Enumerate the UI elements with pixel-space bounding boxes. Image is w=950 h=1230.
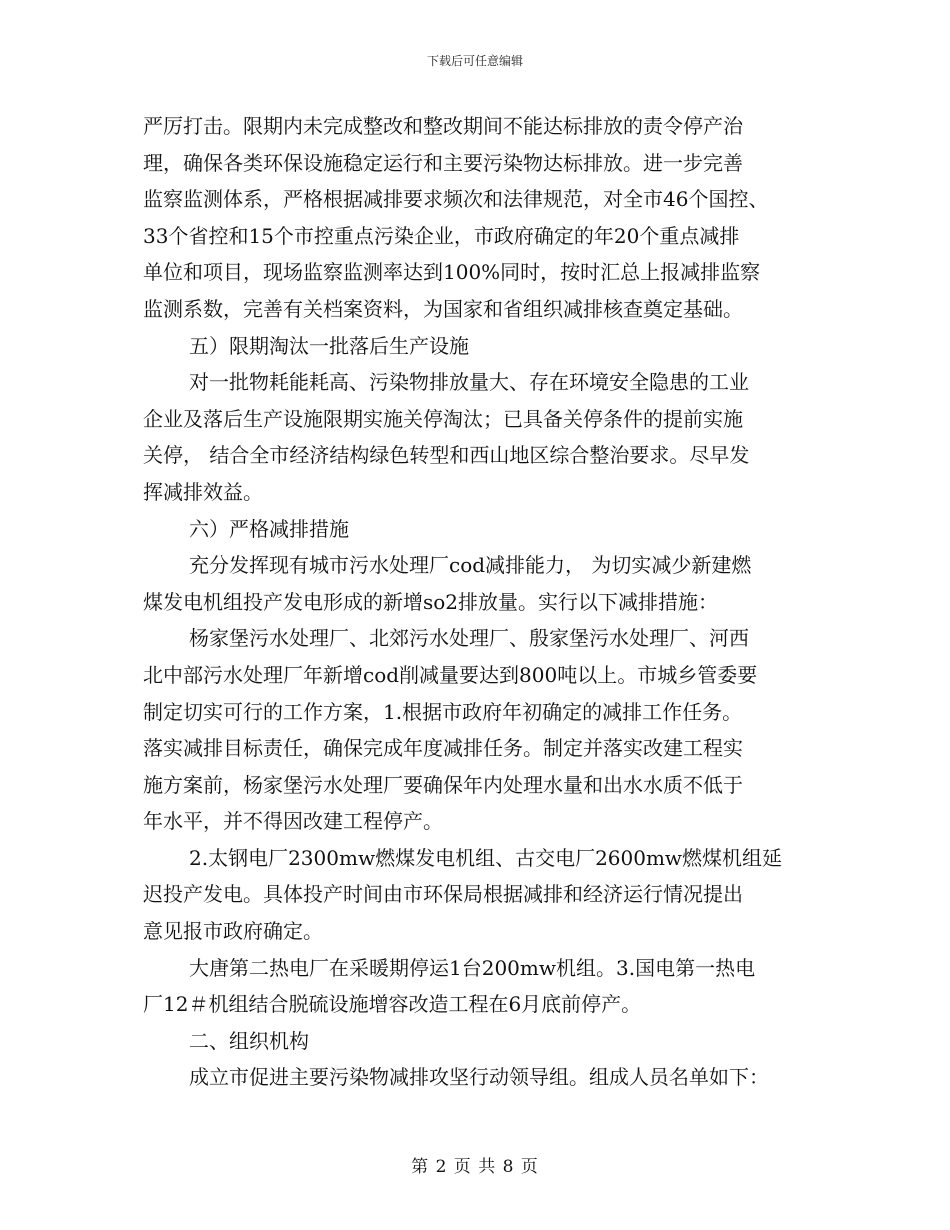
text-line: 单位和项目，现场监察监测率达到100%同时，按时汇总上报减排监察 bbox=[143, 260, 761, 285]
text-line: 企业及落后生产设施限期实施关停淘汰；已具备关停条件的提前实施 bbox=[143, 406, 743, 431]
text-line: 监测系数，完善有关档案资料，为国家和省组织减排核查奠定基础。 bbox=[143, 296, 743, 321]
text-line: 厂12＃机组结合脱硫设施增容改造工程在6月底前停产。 bbox=[143, 992, 642, 1017]
text-line: 理，确保各类环保设施稳定运行和主要污染物达标排放。进一步完善 bbox=[143, 150, 743, 175]
text-line: 制定切实可行的工作方案，1.根据市政府年初确定的减排工作任务。 bbox=[143, 699, 743, 724]
text-line: 挥减排效益。 bbox=[143, 479, 263, 504]
text-line: 监察监测体系，严格根据减排要求频次和法律规范，对全市46个国控、 bbox=[143, 187, 769, 212]
text-line: 关停， 结合全市经济结构绿色转型和西山地区综合整治要求。尽早发 bbox=[143, 443, 750, 468]
text-line: 杨家堡污水处理厂、北郊污水处理厂、殷家堡污水处理厂、河西 bbox=[189, 626, 749, 651]
text-line: 年水平，并不得因改建工程停产。 bbox=[143, 809, 443, 834]
text-line: 大唐第二热电厂在采暖期停运1台200mw机组。3.国电第一热电 bbox=[189, 955, 756, 980]
text-line: 严厉打击。限期内未完成整改和整改期间不能达标排放的责令停产治 bbox=[143, 114, 743, 138]
text-line: 北中部污水处理厂年新增cod削减量要达到800吨以上。市城乡管委要 bbox=[143, 662, 758, 687]
text-line: 33个省控和15个市控重点污染企业，市政府确定的年20个重点减排 bbox=[143, 223, 740, 248]
text-line: 充分发挥现有城市污水处理厂cod减排能力， 为切实减少新建燃 bbox=[189, 553, 752, 578]
text-line: 成立市促进主要污染物减排攻坚行动领导组。组成人员名单如下： bbox=[189, 1065, 769, 1090]
text-line: 施方案前，杨家堡污水处理厂要确保年内处理水量和出水水质不低于 bbox=[143, 772, 743, 797]
section-heading: 六）严格减排措施 bbox=[189, 516, 349, 541]
text-line: 对一批物耗能耗高、污染物排放量大、存在环境安全隐患的工业 bbox=[189, 370, 749, 395]
text-line: 落实减排目标责任，确保完成年度减排任务。制定并落实改建工程实 bbox=[143, 736, 743, 761]
text-line: 煤发电机组投产发电形成的新增so2排放量。实行以下减排措施： bbox=[143, 589, 719, 614]
text-line: 迟投产发电。具体投产时间由市环保局根据减排和经济运行情况提出 bbox=[143, 882, 743, 907]
text-line: 意见报市政府确定。 bbox=[143, 919, 323, 944]
page-header: 下载后可任意编辑 bbox=[426, 54, 523, 68]
section-heading: 二、组织机构 bbox=[189, 1028, 309, 1053]
page-number: 第 2 页 共 8 页 bbox=[411, 1157, 539, 1177]
section-heading: 五）限期淘汰一批落后生产设施 bbox=[189, 333, 469, 358]
document-body bbox=[143, 108, 823, 1096]
text-line: 2.太钢电厂2300mw燃煤发电机组、古交电厂2600mw燃煤机组延 bbox=[189, 845, 783, 870]
